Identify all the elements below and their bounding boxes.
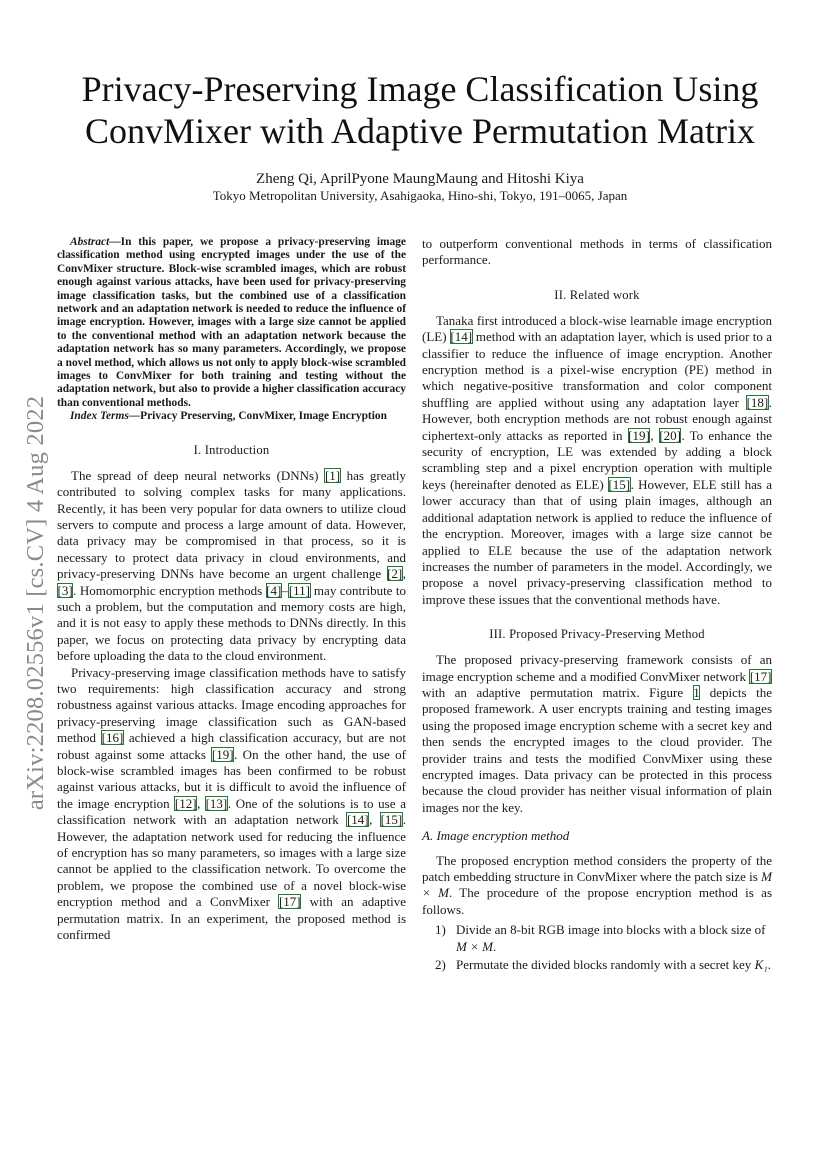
abstract-label: Abstract	[70, 236, 110, 248]
citation-link[interactable]: [20]	[659, 427, 681, 443]
citation-link[interactable]: [17]	[749, 668, 772, 684]
math-patch-size: M × M	[422, 869, 772, 901]
index-terms-label: Index Terms	[70, 410, 129, 423]
citation-link[interactable]: [16]	[101, 730, 124, 746]
encryption-paragraph-1: The proposed encryption method considers the property of the patch embedding structure in ConvMixer where the patch size is M × M. The procedure of the propose encryption method is as follows.	[422, 852, 772, 917]
section-heading-introduction: I. Introduction	[193, 442, 270, 457]
arxiv-identifier: arXiv:2208.02556v1 [cs.CV] 4 Aug 2022	[22, 395, 49, 810]
citation-link[interactable]: [3]	[57, 582, 73, 598]
section-heading-proposed-method: III. Proposed Privacy-Preserving Method	[489, 627, 705, 642]
abstract	[57, 236, 406, 410]
subsection-heading-image-encryption: A. Image encryption method	[422, 828, 570, 844]
intro-continuation: to outperform conventional methods in terms of classification performance.	[422, 236, 772, 268]
index-terms	[57, 410, 406, 423]
citation-link[interactable]: [14]	[450, 329, 473, 345]
arxiv-side-stamp	[16, 360, 56, 845]
citation-link[interactable]: [12]	[174, 795, 197, 811]
intro-paragraph-1: The spread of deep neural networks (DNNs) [1] has greatly contributed to solving complex tasks for many applications. Recently, it has been very popular for data owners to utilize cloud servers to compute and process a large amount of data. However, data privacy may be compromised in that process, so it is necessary to protect data privacy in cloud environments, and privacy-preserving DNNs have become an urgent challenge [2], [3]. Homomorphic encryption methods [4]–[11] may contribute to such a problem, but the computation and memory costs are high, and it is not easy to apply these methods to DNNs directly. In this paper, we focus on protecting data privacy by encrypting data before uploading the data to the cloud environment.	[57, 467, 407, 664]
citation-link[interactable]: [19]	[628, 427, 650, 443]
citation-link[interactable]: [1]	[324, 467, 341, 483]
affiliation: Tokyo Metropolitan University, Asahigaoka, Hino-shi, Tokyo, 191–0065, Japan	[212, 188, 628, 203]
citation-link[interactable]: [11]	[288, 582, 310, 598]
list-item: 1) Divide an 8-bit RGB image into blocks with a block size of M × M.	[435, 922, 766, 954]
citation-link[interactable]: [4]	[266, 582, 282, 598]
abstract-text: —In this paper, we propose a privacy-preserving image classification method using encrypted images under the use of the ConvMixer structure. Block-wise scrambled images, which are robust enough against various attacks, have been used for privacy-preserving image classification tasks, but the combined use of a classification network and an adaptation network is needed to reduce the influence of image encryption. However, images with a large size cannot be applied to the conventional method with an adaptation network because the adaptation network has so many parameters. Accordingly, we propose a novel method, which allows us not only to apply block-wise scrambled images to ConvMixer for both training and testing without the adaptation network, but also to provide a higher classification accuracy than conventional methods.	[57, 236, 406, 409]
citation-link[interactable]: [2]	[387, 566, 403, 582]
list-item: 2) Permutate the divided blocks randomly with a secret key K₁.	[435, 957, 772, 973]
section-heading-related-work: II. Related work	[554, 287, 640, 302]
citation-link[interactable]: [18]	[746, 394, 769, 410]
citation-link[interactable]: [17]	[278, 894, 301, 910]
math-block-size: M × M	[456, 938, 493, 954]
intro-paragraph-2: Privacy-preserving image classification methods have to satisfy two requirements: high classification accuracy and strong robustness against various attacks. Image encoding approaches for privacy-preserving image classification such as GAN-based method [16] achieved a high classification accuracy, but are not robust against some attacks [19]. On the other hand, the use of block-wise scrambled images has been confirmed to be robust against various attacks, but it is difficult to avoid the influence of the image encryption [12], [13]. One of the solutions is to use a classification network with an adaptation network [14], [15]. However, the adaptation network used for reducing the influence of encryption has so many parameters, so images with a large size cannot be applied to the classification network. To overcome the problem, we propose the combined use of a novel block-wise encryption method and a ConvMixer [17] with an adaptive permutation matrix. In an experiment, the proposed method is confirmed	[57, 664, 407, 943]
encryption-steps	[422, 922, 772, 973]
proposed-paragraph-1: The proposed privacy-preserving framework consists of an image encryption scheme and a modified ConvMixer network [17] with an adaptive permutation matrix. Figure 1 depicts the proposed framework. A user encrypts training and testing images using the proposed image encryption scheme with a secret key and then sends the encrypted images to the cloud provider. The provider trains and tests the modified ConvMixer using these encrypted images. Data privacy can be protected in this process because the cloud provider has neither visual information of plain images nor the key.	[422, 652, 772, 815]
author-list: Zheng Qi, AprilPyone MaungMaung and Hitoshi Kiya	[256, 171, 584, 187]
left-column	[57, 236, 406, 943]
related-paragraph-1: Tanaka first introduced a block-wise learnable image encryption (LE) [14] method with an adaptation layer, which is used prior to a classifier to reduce the influence of image encryption. Another encryption method is a pixel-wise encryption (PE) method in which negative-positive transformation and color component shuffling are applied without using any adaptation layer [18]. However, both encryption methods are not robust enough against ciphertext-only attacks as reported in [19], [20]. To enhance the security of encryption, LE was extended by adding a block scrambling step and a pixel encryption operation with multiple keys (hereinafter denoted as ELE) [15]. However, ELE still has a lower accuracy than that of using plain images, although an additional adaptation network is applied to reduce the influence of the encryption. Moreover, images with a large size cannot be applied to ELE because the use of the adaptation network increases the number of parameters in the model. Accordingly, we propose a novel privacy-preserving classification method to improve these issues that the conventional methods have.	[422, 312, 773, 607]
paper-title: Privacy-Preserving Image Classification Using ConvMixer with Adaptive Permutation Matrix	[81, 69, 759, 151]
citation-link[interactable]: [15]	[380, 812, 403, 828]
citation-link[interactable]: [15]	[608, 476, 631, 492]
index-terms-text: —Privacy Preserving, ConvMixer, Image Encryption	[128, 410, 387, 423]
math-secret-key: K₁	[754, 957, 768, 973]
right-column	[422, 236, 772, 975]
figure-link[interactable]: 1	[693, 684, 700, 700]
citation-link[interactable]: [13]	[205, 795, 228, 811]
citation-link[interactable]: [14]	[346, 812, 369, 828]
citation-link[interactable]: [19]	[211, 746, 234, 762]
